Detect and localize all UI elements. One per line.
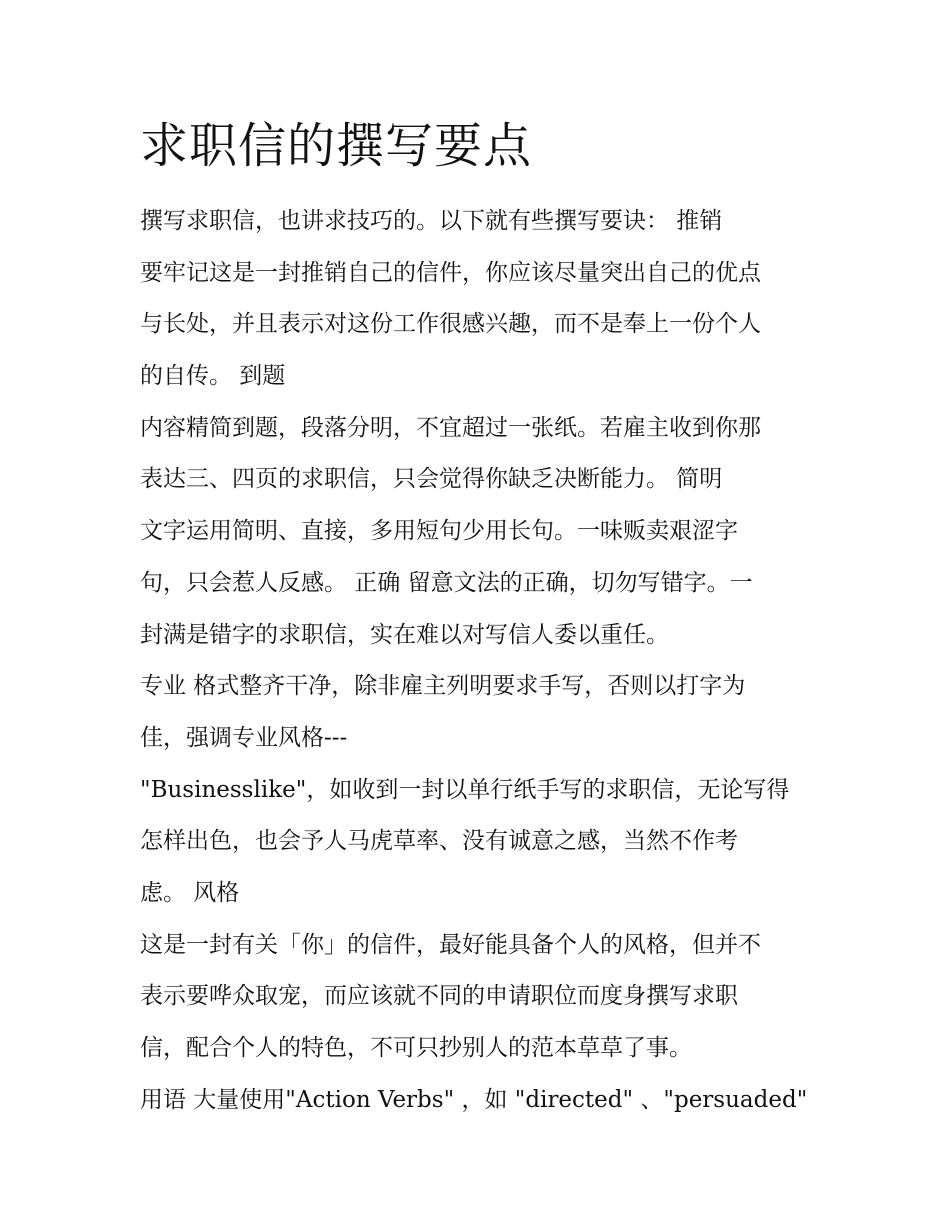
body-line: 专业 格式整齐干净，除非雇主列明要求手写，否则以打字为 — [140, 673, 746, 700]
body-line: 的自传。 到题 — [140, 363, 286, 390]
body-line: 表达三、四页的求职信，只会觉得你缺乏决断能力。 简明 — [140, 466, 723, 493]
body-line: 封满是错字的求职信，实在难以对写信人委以重任。 — [140, 621, 669, 648]
body-line: 内容精简到题，段落分明，不宜超过一张纸。若雇主收到你那 — [140, 414, 761, 441]
body-line: 文字运用简明、直接，多用短句少用长句。一味贩卖艰涩字 — [140, 518, 738, 545]
body-line: "Businesslike"，如收到一封以单行纸手写的求职信，无论写得 — [140, 776, 790, 803]
body-line: 用语 大量使用"Action Verbs" ，如 "directed" 、"persuaded" — [140, 1086, 808, 1113]
body-line: 句，只会惹人反感。 正确 留意文法的正确，切勿写错字。一 — [140, 569, 753, 596]
body-line: 虑。 风格 — [140, 879, 240, 906]
body-line: 这是一封有关「你」的信件，最好能具备个人的风格，但并不 — [140, 931, 761, 958]
body-line: 佳，强调专业风格--- — [140, 724, 348, 751]
body-line: 撰写求职信，也讲求技巧的。以下就有些撰写要诀： 推销 — [140, 208, 723, 234]
body-line: 表示要哗众取宠，而应该就不同的申请职位而度身撰写求职 — [140, 983, 738, 1010]
body-line: 与长处，并且表示对这份工作很感兴趣，而不是奉上一份个人 — [140, 311, 761, 338]
body-line: 怎样出色，也会予人马虎草率、没有诚意之感，当然不作考 — [140, 828, 738, 855]
document-body — [140, 196, 820, 1126]
body-line: 要牢记这是一封推销自己的信件，你应该尽量突出自己的优点 — [140, 259, 761, 286]
body-line: 信，配合个人的特色，不可只抄别人的范本草草了事。 — [140, 1035, 692, 1061]
document-title: 求职信的撰写要点 — [140, 118, 533, 174]
